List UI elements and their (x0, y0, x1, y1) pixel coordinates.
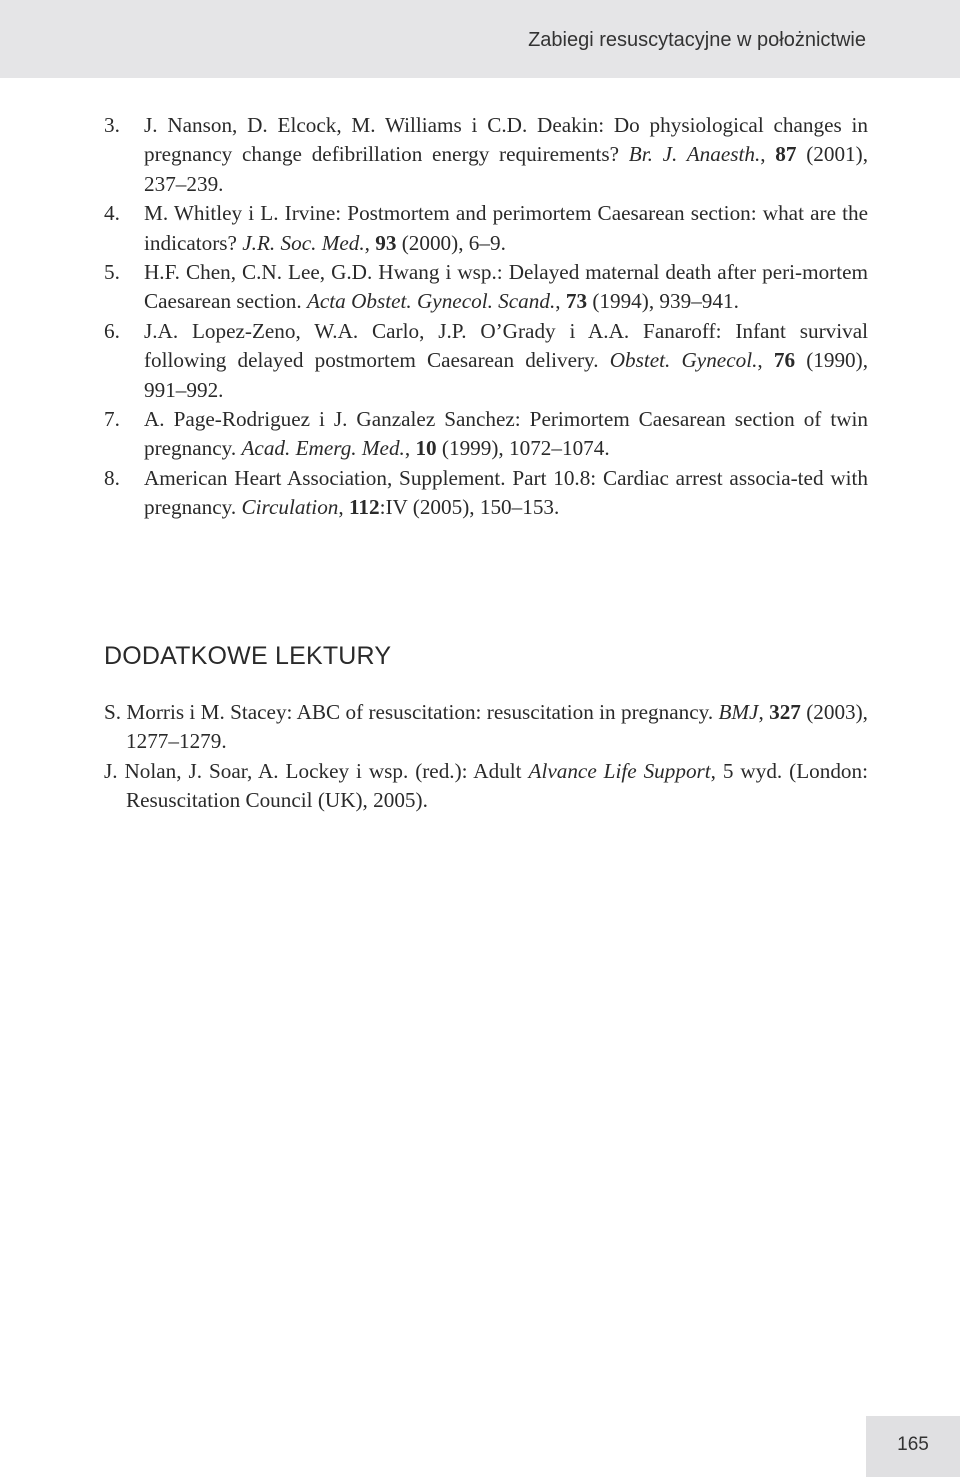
reference-volume: 93 (375, 230, 397, 255)
reference-journal: Acad. Emerg. Med. (241, 436, 405, 461)
additional-reading-item (104, 757, 868, 816)
reference-journal: J.R. Soc. Med. (242, 230, 365, 255)
reading-lead: J. Nolan, J. Soar, A. Lockey i wsp. (red.): Adult (104, 758, 529, 783)
reference-journal: Circulation (241, 495, 339, 520)
reference-separator: , (757, 348, 774, 373)
reading-tail: (2003), 1277–1279. (126, 700, 868, 754)
reference-item (104, 317, 868, 405)
reference-pages: (1999), 1072–1074. (436, 436, 610, 461)
running-header (0, 0, 960, 78)
additional-reading-list (104, 698, 868, 816)
reference-separator: , (555, 289, 566, 314)
reference-number: 5. (104, 260, 120, 285)
reference-number: 7. (104, 407, 120, 432)
running-header-title: Zabiegi resuscytacyjne w położnictwie (528, 29, 866, 51)
reference-item (104, 199, 868, 258)
reference-volume: 73 (565, 289, 588, 314)
reference-number: 6. (104, 318, 120, 343)
reference-pages: (1990), 991–992. (144, 348, 868, 402)
reference-volume: 10 (415, 436, 437, 461)
reference-number: 4. (104, 201, 120, 226)
additional-reading-item (104, 698, 868, 757)
reference-number: 3. (104, 113, 120, 137)
reference-item (104, 111, 868, 199)
page-number-box (866, 1416, 960, 1477)
reading-volume: 327 (769, 700, 801, 724)
reference-pages: (2001), 237–239. (144, 142, 868, 196)
reading-title: Alvance Life Support (528, 758, 711, 783)
reference-volume: 112 (348, 495, 380, 520)
reference-journal: Br. J. Anaesth. (628, 142, 761, 167)
reference-pages: (2000), 6–9. (396, 230, 506, 255)
reference-pages: :IV (2005), 150–153. (379, 495, 560, 520)
reference-journal: Obstet. Gynecol. (609, 348, 758, 373)
reading-tail: , 5 wyd. (London: Resuscitation Council (UK), 2005). (126, 758, 869, 813)
reference-volume: 76 (773, 348, 796, 373)
reference-volume: 87 (775, 142, 797, 167)
reference-number: 8. (104, 465, 120, 490)
reference-journal: Acta Obstet. Gynecol. Scand. (306, 289, 556, 314)
reference-separator: , (404, 436, 416, 461)
reference-item (104, 464, 868, 523)
page-number: 165 (897, 1434, 929, 1455)
reference-pages: (1994), 939–941. (587, 289, 739, 314)
reference-authors: M. Whitley i L. Irvine: Postmortem and perimortem Caesarean section: what are the indicators? (144, 201, 868, 255)
reference-authors: J.A. Lopez-Zeno, W.A. Carlo, J.P. O’Grady i A.A. Fanaroff: Infant survival following delayed postmortem Caesarean delivery. (144, 318, 868, 373)
reference-authors: J. Nanson, D. Elcock, M. Williams i C.D. Deakin: Do physiological changes in pregnancy change defibrillation energy requirements? (144, 113, 868, 167)
reference-separator: , (338, 495, 349, 520)
reference-authors: H.F. Chen, C.N. Lee, G.D. Hwang i wsp.: Delayed maternal death after peri-​mortem Caesarean section. (144, 260, 868, 314)
reading-journal: BMJ (718, 700, 759, 724)
reference-separator: , (760, 142, 776, 167)
reference-authors: A. Page-Rodriguez i J. Ganzalez Sanchez: Perimortem Caesarean section of twin pregnancy. (144, 407, 868, 461)
reference-item (104, 405, 868, 464)
reference-separator: , (364, 230, 376, 255)
reference-item (104, 258, 868, 317)
reference-list (104, 111, 868, 523)
section-heading-additional-reading: DODATKOWE LEKTURY (104, 642, 392, 670)
reading-lead: S. Morris i M. Stacey: ABC of resuscitation: resuscitation in pregnancy. (104, 700, 719, 724)
reading-separator: , (758, 700, 770, 724)
reference-authors: American Heart Association, Supplement. Part 10.8: Cardiac arrest associa-​ted with pregnancy. (144, 465, 868, 520)
